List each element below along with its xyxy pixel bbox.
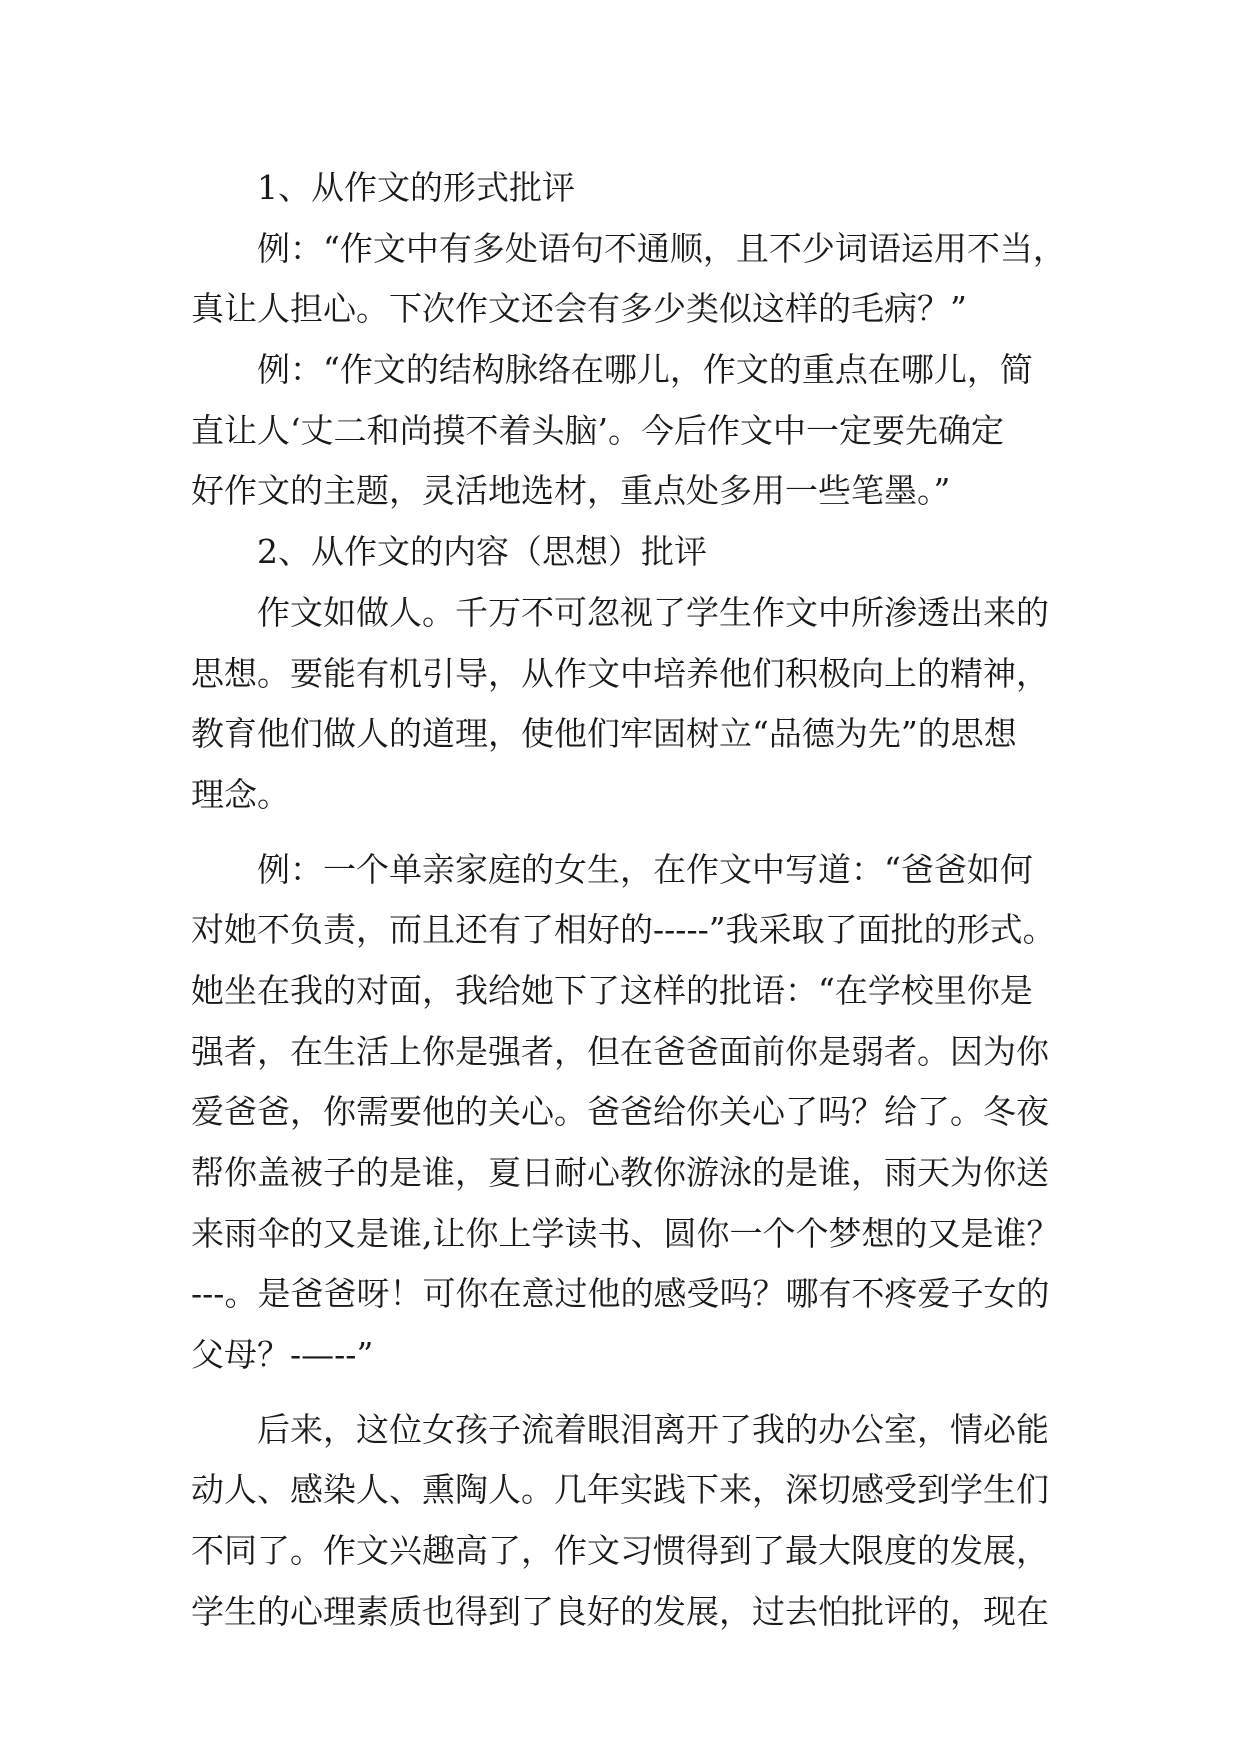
- paragraph-line: 帮你盖被子的是谁，夏日耐心教你游泳的是谁，雨天为你送: [191, 1153, 1049, 1192]
- document-body: [191, 158, 1066, 1643]
- paragraph-line: 思想。要能有机引导，从作文中培养他们积极向上的精神，: [191, 653, 1049, 693]
- paragraph-line: 理念。: [191, 774, 290, 814]
- paragraph-line: 好作文的主题，灵活地选材，重点处多用一些笔墨。”: [191, 471, 951, 511]
- paragraph-line: 来雨伞的又是谁,让你上学读书、圆你一个个梦想的又是谁？: [191, 1213, 1060, 1253]
- paragraph-line: 对她不负责，而且还有了相好的-----”我采取了面批的形式。: [191, 910, 1056, 950]
- paragraph-line: 强者，在生活上你是强者，但在爸爸面前你是弱者。因为你: [191, 1031, 1049, 1071]
- heading-content-criticism: 2、从作文的内容（思想）批评: [257, 532, 707, 572]
- paragraph-gap: [191, 826, 1051, 840]
- paragraph-gap: [191, 1386, 1051, 1400]
- heading-form-criticism: 1、从作文的形式批评: [257, 168, 575, 207]
- paragraph-line: ---。是爸爸呀！可你在意过他的感受吗？哪有不疼爱子女的: [191, 1274, 1050, 1314]
- paragraph-line: 真让人担心。下次作文还会有多少类似这样的毛病？”: [191, 289, 967, 329]
- paragraph-line: 教育他们做人的道理，使他们牢固树立“品德为先”的思想: [191, 714, 1017, 754]
- paragraph-line: 爱爸爸，你需要他的关心。爸爸给你关心了吗？给了。冬夜: [191, 1092, 1049, 1132]
- paragraph-line: 动人、感染人、熏陶人。几年实践下来，深切感受到学生们: [191, 1470, 1049, 1510]
- paragraph-line: 父母？-—--”: [191, 1335, 374, 1375]
- paragraph-line: 例：“作文的结构脉络在哪儿，作文的重点在哪儿，简: [257, 350, 1033, 390]
- paragraph-line: 学生的心理素质也得到了良好的发展，过去怕批评的，现在: [191, 1591, 1049, 1631]
- paragraph-line: 不同了。作文兴趣高了，作文习惯得到了最大限度的发展，: [191, 1531, 1049, 1571]
- paragraph-line: 她坐在我的对面，我给她下了这样的批语：“在学校里你是: [191, 970, 1033, 1010]
- paragraph-line: 后来，这位女孩子流着眼泪离开了我的办公室，情必能: [257, 1409, 1049, 1449]
- paragraph-line: 例：“作文中有多处语句不通顺，且不少词语运用不当，: [257, 228, 1066, 268]
- paragraph-line: 作文如做人。千万不可忽视了学生作文中所渗透出来的: [257, 592, 1049, 632]
- paragraph-line: 直让人‘丈二和尚摸不着头脑’。今后作文中一定要先确定: [191, 410, 1004, 450]
- paragraph-line: 例：一个单亲家庭的女生，在作文中写道：“爸爸如何: [257, 849, 1033, 889]
